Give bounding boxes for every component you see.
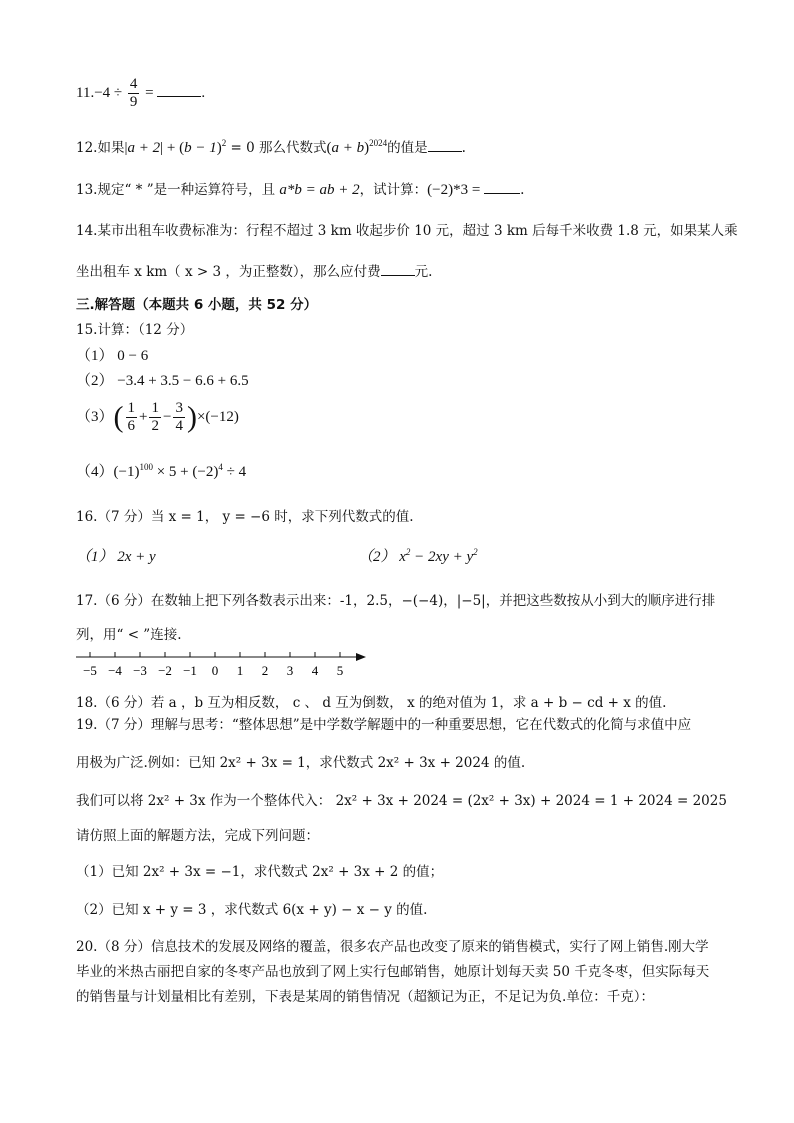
q15-title: 15.计算：（12 分） <box>76 322 194 338</box>
number-line-label: 4 <box>311 663 319 678</box>
q19-line2: 用极为广泛.例如：已知 2x² + 3x = 1，求代数式 2x² + 3x + 2024 的值. <box>76 755 526 771</box>
q15-part2: （2） −3.4 + 3.5 − 6.6 + 6.5 <box>76 373 249 389</box>
q19-part2: （2）已知 x + y = 3 ，求代数式 6(x + y) − x − y 的值. <box>76 902 428 918</box>
answer-blank[interactable] <box>381 263 415 276</box>
q18: 18.（6 分）若 a ，b 互为相反数， c 、 d 互为倒数， x 的绝对值为 1，求 a + b − cd + x 的值. <box>76 695 667 711</box>
q11-fraction: $\frac{4}{9}$ <box>129 76 138 110</box>
q20-line1: 20.（8 分）信息技术的发展及网络的覆盖，很多农产品也改变了原来的销售模式，实行了网上销售.刚大学 <box>76 939 709 955</box>
q16-title: 16.（7 分）当 x = 1， y = −6 时，求下列代数式的值. <box>76 509 414 525</box>
q19-line3: 我们可以将 2x² + 3x 作为一个整体代入： 2x² + 3x + 2024 = (2x² + 3x) + 2024 = 1 + 2024 = 2025 <box>76 793 727 809</box>
q15-part3: （3）( $\frac{1}{6}$ + $\frac{1}{2}$ − $\frac{3}{4}$ )×(−12) <box>76 400 239 434</box>
number-line-label: 5 <box>336 663 344 678</box>
number-line-label: 0 <box>211 663 219 678</box>
number-line-label: 3 <box>286 663 294 678</box>
q20-line3: 的销售量与计划量相比有差别，下表是某周的销售情况（超额记为正，不足记为负.单位：千克）： <box>76 989 655 1005</box>
number-line-label: 2 <box>261 663 269 678</box>
number-line-label: 1 <box>236 663 244 678</box>
q19-line1: 19.（7 分）理解与思考：“整体思想”是中学数学解题中的一种重要思想，它在代数式的化简与求值中应 <box>76 717 692 733</box>
q16-part2: （2） $x^2 - 2xy + y^2$ <box>358 547 478 565</box>
q15-part1: （1） 0 − 6 <box>76 348 149 364</box>
q14-line2: 坐出租车 x km（ x > 3 ，为正整数），那么应付费 元. <box>76 264 433 280</box>
number-line-label: −4 <box>108 663 122 678</box>
q13: 13.规定“ * ”是一种运算符号，且 a*b = ab + 2，试计算：(−2)*3 = . <box>76 182 525 198</box>
arrow-icon <box>356 653 366 661</box>
number-line-label: −1 <box>183 663 197 678</box>
q15-part4: $(4)(-1)^{100} \times 5 + (-2)^4 \div 4$ <box>76 462 247 480</box>
q17-line1: 17.（6 分）在数轴上把下列各数表示出来：-1，2.5，−(−4)，|−5|，并把这些数按从小到大的顺序进行排 <box>76 593 716 609</box>
number-line-label: −3 <box>133 663 147 678</box>
q14-line1: 14.某市出租车收费标准为：行程不超过 3 km 收起步价 10 元，超过 3 km 后每千米收费 1.8 元，如果某人乘 <box>76 223 738 239</box>
q16-part1: （1） 2x + y <box>76 549 156 565</box>
q19-line4: 请仿照上面的解题方法，完成下列问题： <box>76 828 319 844</box>
section-heading: 三.解答题（本题共 6 小题，共 52 分） <box>76 297 318 313</box>
number-line-label: −2 <box>158 663 172 678</box>
answer-blank[interactable] <box>428 139 462 152</box>
q17-line2: 列，用“ < ”连接. <box>76 627 182 643</box>
number-line-label: −5 <box>83 663 97 678</box>
q11: 11.−4 ÷ $\frac{4}{9}$ = . <box>76 76 206 110</box>
q19-part1: （1）已知 2x² + 3x = −1，求代数式 2x² + 3x + 2 的值； <box>76 864 444 880</box>
answer-blank[interactable] <box>157 84 201 97</box>
number-line-ticks <box>83 652 343 678</box>
answer-blank[interactable] <box>484 181 520 194</box>
q12: 12.如果$|a + 2| + (b - 1)^2 = 0$ 那么代数式$(a + b)^{2024}$的值是 . <box>76 138 466 156</box>
number-line <box>76 649 376 681</box>
q20-line2: 毕业的米热古丽把自家的冬枣产品也放到了网上实行包邮销售，她原计划每天卖 50 千克冬枣，但实际每天 <box>76 964 710 980</box>
